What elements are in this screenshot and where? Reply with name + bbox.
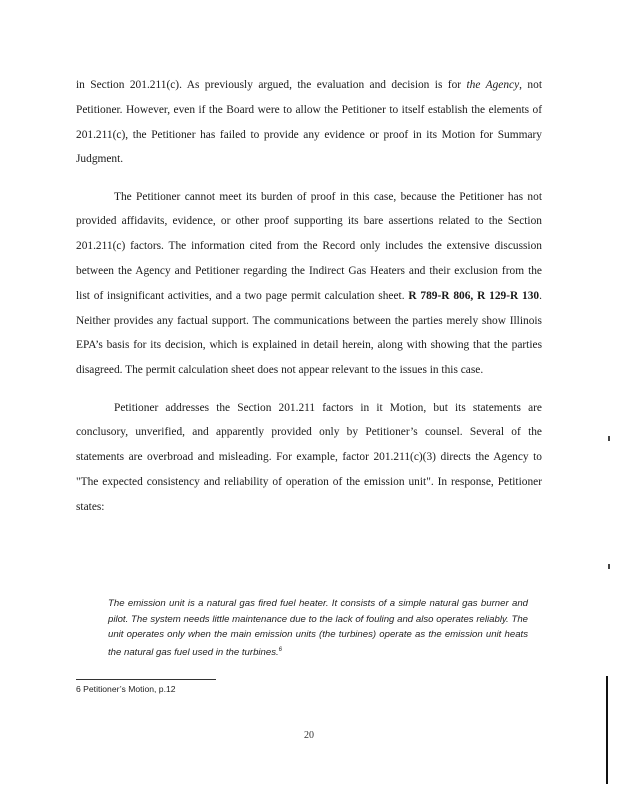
paragraph-3: Petitioner addresses the Section 201.211 factors in it Motion, but its statements are conclusory, unverified, and apparently provided only by Petitioner’s counsel. Several of the statements are overbroad and misleading. For example, factor 201.211(c)(3) directs the Agency to "The expected consistency and reliability of operation of the emission unit". In response, Petitioner states:: [76, 401, 542, 513]
paragraph-2-text-a: The Petitioner cannot meet its burden of proof in this case, because the Petitioner has not provided affidavits, evidence, or other proof supporting its bare assertions related to the Section 201.211(c) factors. The information cited from the Record only includes the extensive discussion between the Agency and Petitioner regarding the Indirect Gas Heaters and their exclusion from the list of insignificant activities, and a two page permit calculation sheet.: [76, 190, 542, 302]
body-text: [76, 73, 542, 532]
paragraph-1: [76, 73, 542, 172]
paragraph-1-text-b: , not Petitioner. However, even if the Board were to allow the Petitioner to itself establish the elements of 201.211(c), the Petitioner has failed to provide any evidence or proof in its Motion for Summary Judgment.: [76, 79, 542, 166]
footnote-separator: [76, 679, 216, 680]
footnote: 6 Petitioner’s Motion, p.12: [76, 684, 176, 694]
record-citation: R 789-R 806, R 129-R 130: [408, 289, 540, 302]
paragraph-2-text-b: . Neither provides any factual support. The communications between the parties merely show Illinois EPA’s basis for its decision, which is explained in detail herein, along with showing that the parties disagreed. The permit calculation sheet does not appear relevant to the issues in this case.: [76, 289, 542, 377]
margin-scan-bar: [606, 676, 608, 784]
margin-scan-mark: [608, 436, 610, 441]
block-quote-text: The emission unit is a natural gas fired fuel heater. It consists of a simple natural gas burner and pilot. The system needs little maintenance due to the lack of fouling and also operates reliably. The unit operates only when the main emission units (the turbines) operate as the emission unit heats the natural gas fuel used in the turbines.: [108, 598, 528, 658]
block-quote: [108, 596, 528, 660]
margin-scan-mark: [608, 564, 610, 569]
footnote-reference: 6: [278, 646, 283, 653]
page-number: 20: [304, 730, 314, 741]
paragraph-2: [76, 185, 542, 383]
paragraph-1-text-a: in Section 201.211(c). As previously argued, the evaluation and decision is for: [76, 79, 467, 91]
paragraph-1-emphasis: the Agency: [466, 79, 520, 91]
